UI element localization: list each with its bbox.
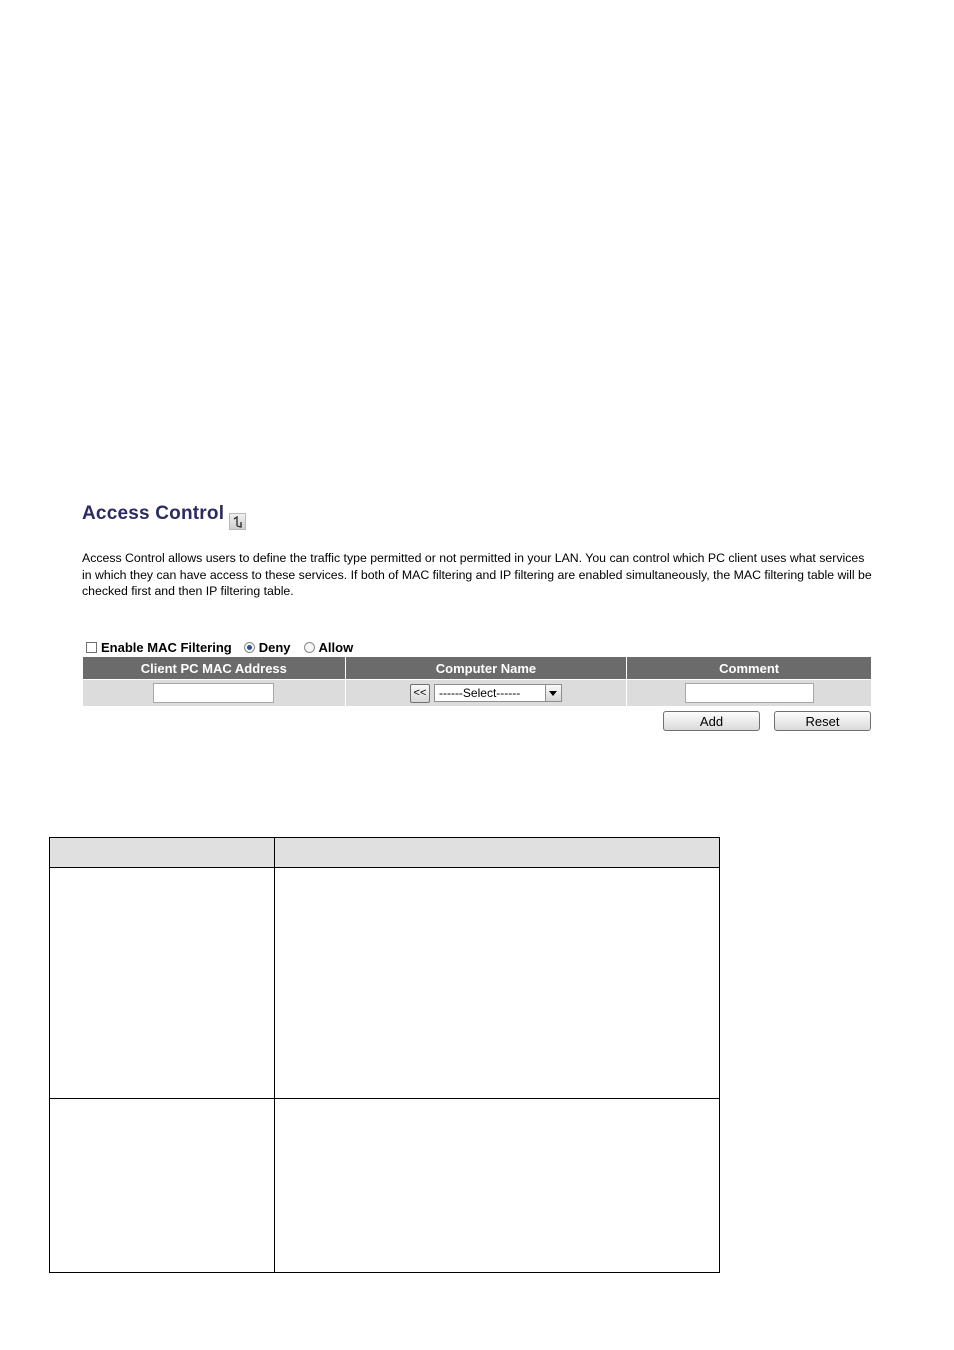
deny-radio[interactable] (244, 642, 255, 653)
description-table-header (50, 838, 720, 868)
description-table-row (50, 1099, 720, 1273)
table-header-row (83, 657, 871, 679)
description-table-row (50, 868, 720, 1099)
description-table-cell (274, 1099, 719, 1273)
mac-address-input[interactable] (153, 683, 274, 703)
mac-filter-options (86, 638, 353, 656)
enable-mac-filtering-checkbox[interactable] (86, 642, 97, 653)
header-comment: Comment (627, 657, 871, 679)
computer-name-select[interactable] (434, 684, 562, 702)
description-table-cell (50, 1099, 275, 1273)
description-table-cell (274, 868, 719, 1099)
table-row (83, 680, 871, 706)
header-mac-address: Client PC MAC Address (83, 657, 345, 679)
mac-filter-table (82, 656, 872, 707)
copy-name-button[interactable]: << (410, 684, 430, 703)
page-title: Access Control (82, 503, 225, 524)
description-table-header-cell (274, 838, 719, 868)
description-table-header-cell (50, 838, 275, 868)
enable-mac-filtering-label: Enable MAC Filtering (101, 639, 232, 655)
comment-input[interactable] (685, 683, 814, 703)
deny-label: Deny (258, 639, 291, 655)
description-table-cell (50, 868, 275, 1099)
page-header (82, 503, 246, 525)
allow-radio[interactable] (304, 642, 315, 653)
comment-cell (627, 680, 871, 706)
add-button[interactable]: Add (663, 711, 760, 731)
description-table (49, 837, 720, 1273)
mac-address-cell (83, 680, 345, 706)
computer-name-select-value: ------Select------ (438, 686, 521, 701)
computer-name-cell (346, 680, 627, 706)
reset-button[interactable]: Reset (774, 711, 871, 731)
allow-label: Allow (318, 639, 354, 655)
help-icon[interactable] (229, 513, 246, 530)
header-computer-name: Computer Name (346, 657, 627, 679)
page-description: Access Control allows users to define the traffic type permitted or not permitted in your LAN. You can control which PC client uses what services in which they can have access to these services. If both of MAC filtering and IP filtering are enabled simultaneously, the MAC filtering table will be checked first and then IP filtering table. (82, 551, 872, 598)
chevron-down-icon[interactable] (545, 685, 561, 701)
